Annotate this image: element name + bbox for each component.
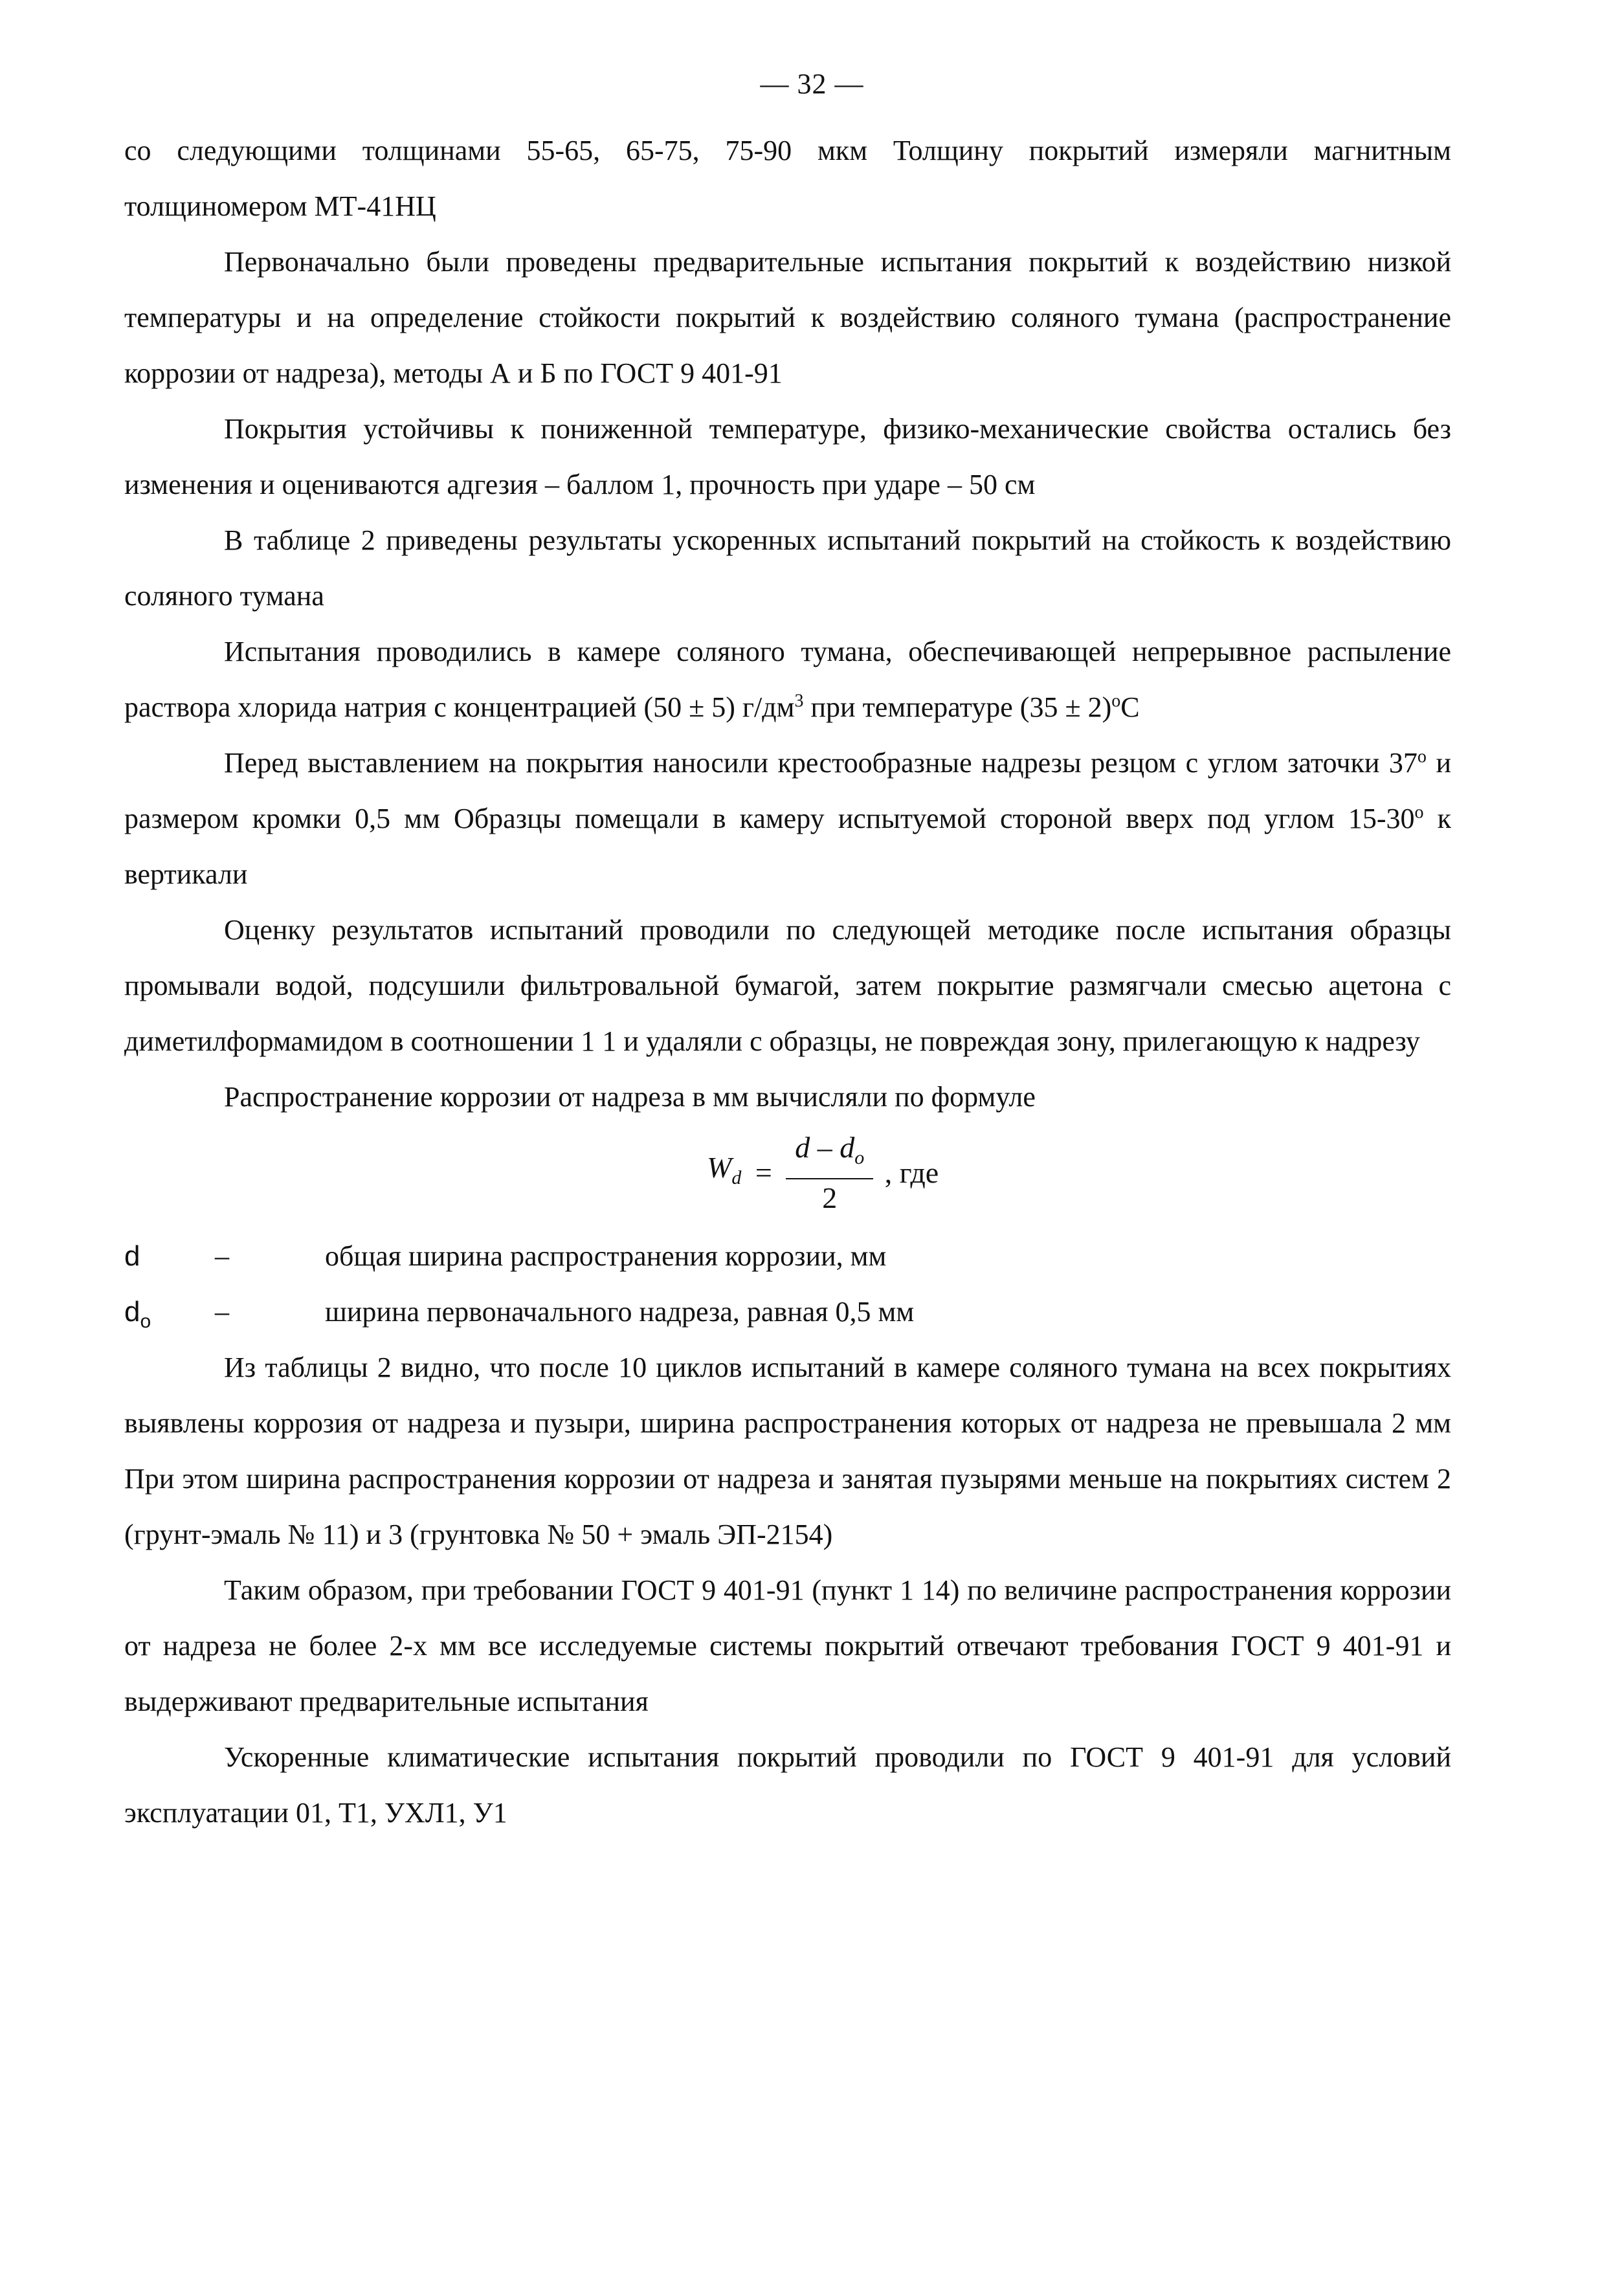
formula-numerator-text: d – d — [795, 1131, 855, 1164]
paragraph-salt-fog-chamber — [124, 624, 1451, 735]
definition-symbol-text: d — [124, 1296, 140, 1328]
degree-superscript: o — [1417, 746, 1427, 767]
cube-superscript: 3 — [794, 691, 804, 711]
degree-superscript: o — [1414, 802, 1424, 823]
paragraph-table-findings: Из таблицы 2 видно, что после 10 циклов испытаний в камере соляного тумана на всех покрытиях выявлены коррозия от надреза и пузыри, ширина распространения которых от надреза не превышала 2 мм При этом ширина распространения коррозии от надреза и занятая пузырями меньше на покрытиях систем 2 (грунт-эмаль № 11) и 3 (грунтовка № 50 + эмаль ЭП-2154) — [124, 1352, 1451, 1550]
definition-text: ширина первоначального надреза, равная 0,5 мм — [325, 1296, 915, 1328]
paragraph-climatic-tests: Ускоренные климатические испытания покрытий проводили по ГОСТ 9 401-91 для условий эксплуатации 01, Т1, УХЛ1, У1 — [124, 1741, 1451, 1829]
document-body — [124, 123, 1451, 1841]
formula-lhs — [707, 1152, 741, 1194]
formula-lhs-symbol: W — [707, 1151, 732, 1184]
definition-symbol-text: d — [124, 1240, 140, 1272]
formula-fraction — [786, 1131, 873, 1214]
definitions-list — [124, 1229, 1451, 1340]
salt-fog-temperature-text: при температуре (35 ± 2) — [810, 691, 1112, 723]
paragraph-preliminary-tests: Первоначально были проведены предварительные испытания покрытий к воздействию низкой температуры и на определение стойкости покрытий к воздействию соляного тумана (распространение коррозии от надреза), методы А и Б по ГОСТ 9 401-91 — [124, 246, 1451, 389]
celsius-unit: С — [1120, 691, 1140, 723]
paragraph-conclusion: Таким образом, при требовании ГОСТ 9 401-91 (пункт 1 14) по величине распространения коррозии от надреза не более 2-х мм все исследуемые системы покрытий отвечают требования ГОСТ 9 401-91 и выдерживают предварительные испытания — [124, 1574, 1451, 1717]
formula-equals: = — [755, 1156, 772, 1190]
formula-tail: , где — [884, 1156, 939, 1190]
paragraph-evaluation-method: Оценку результатов испытаний проводили по следующей методике после испытания образцы промывали водой, подсушили фильтровальной бумагой, затем покрытие размягчали смесью ацетона с диметилформамидом в соотношении 1 1 и удаляли с образцы, не повреждая зону, прилегающую к надрезу — [124, 914, 1451, 1057]
paragraph-low-temperature: Покрытия устойчивы к пониженной температуре, физико-механические свойства остались без изменения и оцениваются адгезия – баллом 1, прочность при ударе – 50 см — [124, 413, 1451, 500]
corrosion-formula — [707, 1131, 939, 1214]
formula-row — [124, 1125, 1451, 1229]
definition-dash: – — [215, 1296, 229, 1328]
cross-cuts-text-b: и размером кромки 0,5 мм Образцы помещали в камеру испытуемой стороной вверх под углом 15-30 — [124, 747, 1452, 834]
paragraph-cross-cuts — [124, 735, 1451, 902]
paragraph-table-reference: В таблице 2 приведены результаты ускоренных испытаний покрытий на стойкость к воздействию соляного тумана — [124, 524, 1451, 612]
formula-lhs-subscript: d — [731, 1167, 742, 1189]
definition-symbol — [124, 1284, 215, 1340]
formula-denominator: 2 — [822, 1181, 838, 1215]
definition-symbol — [124, 1229, 215, 1284]
paragraph-continuation: со следующими толщинами 55-65, 65-75, 75-90 мкм Толщину покрытий измеряли магнитным толщиномером МТ-41НЦ — [124, 135, 1451, 222]
definition-text: общая ширина распространения коррозии, мм — [325, 1240, 887, 1272]
formula-numerator-subscript: o — [854, 1147, 865, 1169]
page-number: — 32 — — [760, 68, 864, 100]
cross-cuts-text-a: Перед выставлением на покрытия наносили крестообразные надрезы резцом с углом заточки 37 — [224, 747, 1418, 779]
salt-fog-text: Испытания проводились в камере соляного тумана, обеспечивающей непрерывное распыление раствора хлорида натрия с концентрацией (50 ± 5) г/дм — [124, 636, 1451, 723]
degree-superscript: o — [1111, 691, 1121, 711]
paragraph-formula-intro: Распространение коррозии от надреза в мм вычисляли по формуле — [224, 1081, 1036, 1113]
definition-row — [124, 1229, 1451, 1284]
definition-symbol-subscript: o — [140, 1310, 151, 1332]
definition-row — [124, 1284, 1451, 1340]
definition-dash: – — [215, 1240, 229, 1272]
formula-numerator — [786, 1131, 873, 1179]
cross-cuts-text-c: к вертикали — [124, 803, 1451, 890]
